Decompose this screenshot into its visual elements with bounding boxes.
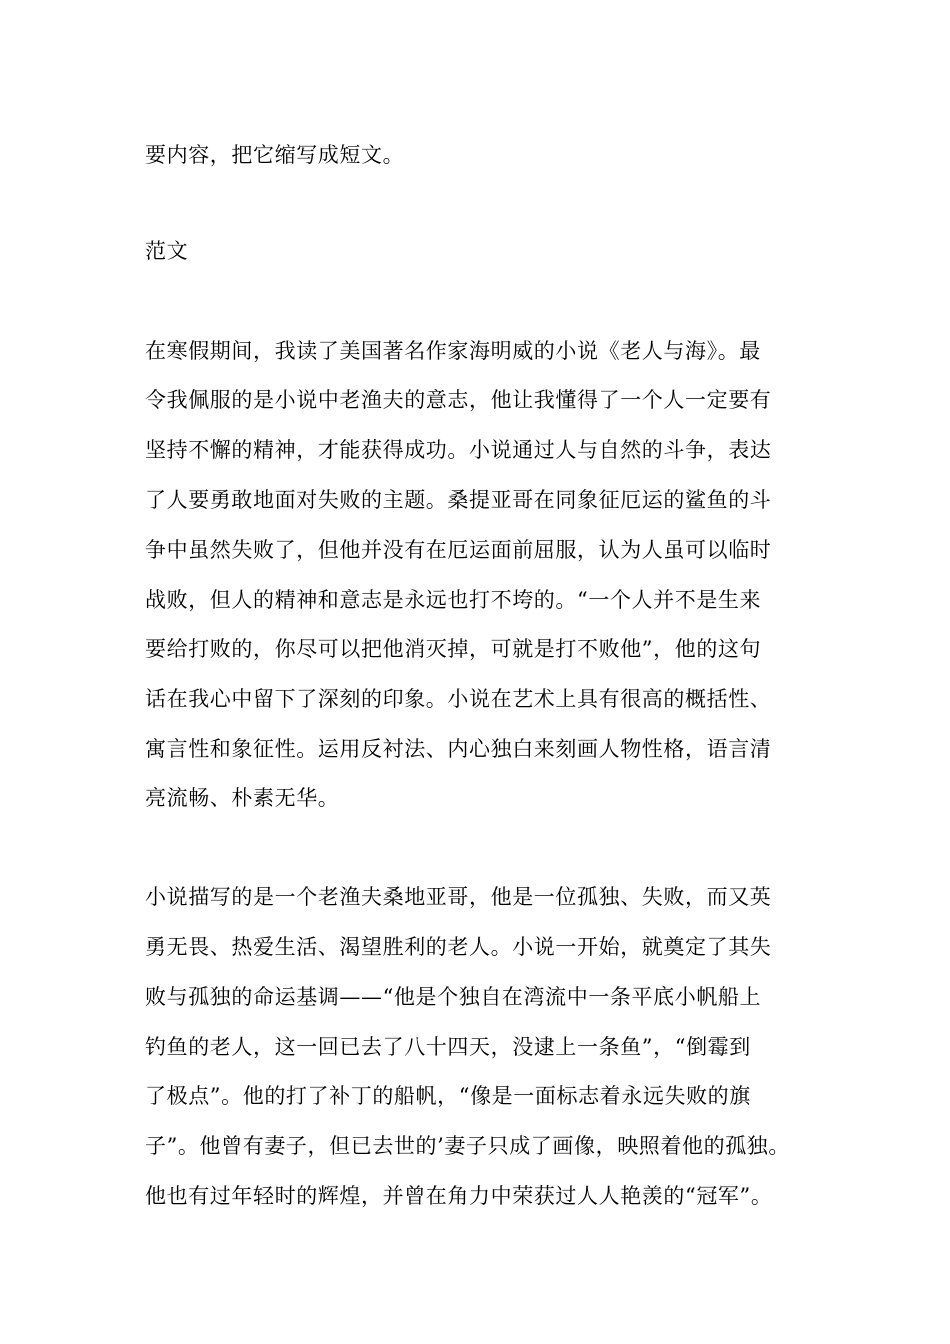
- paragraph-2-line-3: 败与孤独的命运基调——“他是个独自在湾流中一条平底小帆船上: [145, 985, 762, 1009]
- paragraph-2-line-2: 勇无畏、热爱生活、渴望胜利的老人。小说一开始，就奠定了其失: [145, 935, 772, 959]
- paragraph-2-line-7: 他也有过年轻时的辉煌，并曾在角力中荣获过人人艳羡的“冠军”。: [145, 1184, 773, 1208]
- paragraph-2-line-1: 小说描写的是一个老渔夫桑地亚哥，他是一位孤独、失败，而又英: [145, 885, 772, 909]
- paragraph-1-line-3: 坚持不懈的精神，才能获得成功。小说通过人与自然的斗争，表达: [145, 438, 772, 462]
- section-heading: 范文: [145, 239, 189, 263]
- paragraph-1-line-2: 令我佩服的是小说中老渔夫的意志，他让我懂得了一个人一定要有: [145, 388, 772, 412]
- paragraph-1-line-9: 寓言性和象征性。运用反衬法、内心独白来刻画人物性格，语言清: [145, 737, 772, 761]
- paragraph-2-line-4: 钓鱼的老人，这一回已去了八十四天，没逮上一条鱼”，“倒霉到: [145, 1035, 751, 1059]
- paragraph-1-line-6: 战败，但人的精神和意志是永远也打不垮的。“一个人并不是生来: [145, 588, 762, 612]
- paragraph-1-line-8: 话在我心中留下了深刻的印象。小说在艺术上具有很高的概括性、: [145, 687, 772, 711]
- document-page: [145, 0, 825, 1344]
- paragraph-1-line-7: 要给打败的，你尽可以把他消灭掉，可就是打不败他”，他的这句: [145, 637, 762, 661]
- paragraph-1-line-1: 在寒假期间，我读了美国著名作家海明威的小说《老人与海》。最: [145, 339, 761, 363]
- paragraph-2-line-6: 子”。他曾有妻子，但已去世的’妻子只成了画像，映照着他的孤独。: [145, 1134, 791, 1158]
- paragraph-1-line-4: 了人要勇敢地面对失败的主题。桑提亚哥在同象征厄运的鲨鱼的斗: [145, 488, 772, 512]
- text-line-intro: 要内容，把它缩写成短文。: [145, 143, 405, 167]
- paragraph-1-line-5: 争中虽然失败了，但他并没有在厄运面前屈服，认为人虽可以临时: [145, 538, 772, 562]
- paragraph-2-line-5: 了极点”。他的打了补丁的船帆，“像是一面标志着永远失败的旗: [145, 1084, 751, 1108]
- paragraph-1-line-10: 亮流畅、朴素无华。: [145, 786, 340, 810]
